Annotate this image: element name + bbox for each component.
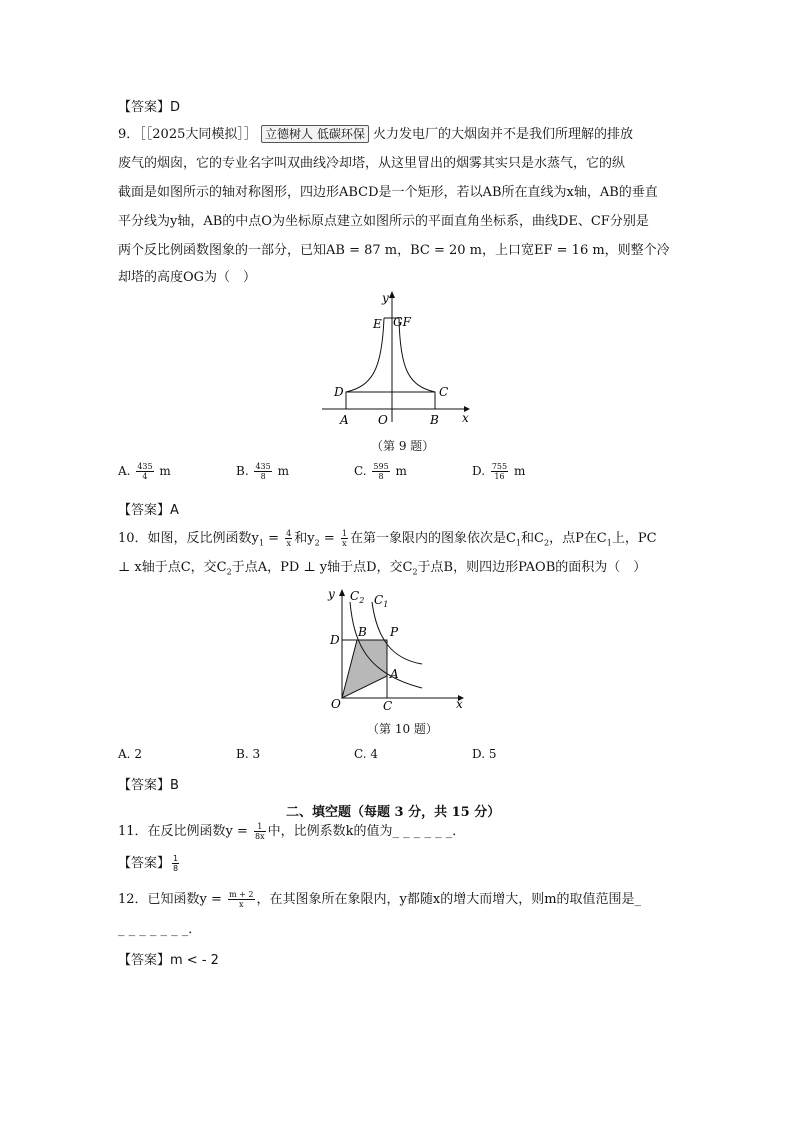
subscript: 1	[515, 538, 522, 548]
fraction-denominator: 16	[494, 472, 505, 481]
fraction-denominator: 8	[173, 864, 179, 873]
curve-c1-label	[374, 593, 388, 609]
fraction-numerator: 1	[173, 854, 179, 863]
q8-answer	[118, 96, 180, 115]
q9-line-2: 废气的烟囱，它的专业名字叫双曲线冷却塔，从这里冒出的烟雾其实只是水蒸气，它的纵	[118, 156, 626, 171]
q9-prefix: 9．［［2025大同模拟］］	[118, 127, 257, 142]
option-unit: m	[277, 464, 289, 478]
curve-subscript: 1	[383, 600, 389, 609]
point-gf-label: GF	[393, 315, 411, 329]
subscript: 1	[606, 538, 612, 548]
q10-text: 上，PC	[611, 531, 657, 546]
q12-blank-start: _	[634, 892, 642, 907]
answer-value: A	[170, 503, 179, 518]
fraction-numerator: 435	[255, 462, 271, 471]
option-unit: m	[513, 464, 526, 478]
fraction-denominator: x	[286, 539, 291, 548]
q12-blank: _ _ _ _ _ _ _	[118, 922, 189, 937]
fraction-numerator: 1	[341, 529, 347, 538]
q10-answer	[118, 774, 179, 793]
q12-answer	[118, 949, 219, 968]
fraction-numerator: 755	[491, 462, 508, 471]
option-value: 3	[252, 747, 261, 761]
origin-o-label: O	[378, 413, 388, 427]
q10-option-a	[118, 747, 142, 761]
q10-fraction-1	[285, 529, 292, 548]
q10-option-c	[354, 747, 378, 761]
answer-value: B	[170, 778, 179, 793]
option-unit: m	[159, 464, 171, 478]
q11-blank: _ _ _ _ _ _	[392, 824, 453, 839]
y-axis-arrow	[339, 589, 345, 596]
option-letter: D.	[472, 464, 486, 478]
curve-letter: C	[374, 593, 384, 607]
answer-label: 【答案】	[118, 100, 171, 115]
y-axis-arrow	[389, 291, 395, 298]
point-b-label: B	[430, 413, 439, 427]
q10-caption: （第 10 题）	[367, 722, 438, 736]
y-axis-label: y	[328, 587, 335, 601]
q12-fraction	[228, 890, 254, 909]
q12-line-1	[118, 886, 641, 914]
point-c-label: C	[439, 385, 449, 399]
q12-text: ，在其图象所在象限内，y都随x的增大而增大，则m的取值范围是	[256, 892, 635, 907]
x-axis-label: x	[456, 697, 463, 711]
answer-label: 【答案】	[118, 953, 171, 968]
answer-value: m < - 2	[170, 953, 219, 968]
q11-end: ．	[452, 824, 466, 839]
q10-text: 于点A，PD ⊥ y轴于点D，交C	[231, 560, 413, 575]
q9-tag-badge: 立德树人 低碳环保	[261, 125, 369, 143]
option-fraction	[136, 462, 153, 481]
y-axis-label: y	[382, 291, 389, 305]
option-fraction	[254, 462, 271, 481]
q10-text: 10．如图，反比例函数y	[118, 531, 259, 546]
section-2-title: 二、填空题（每题 3 分，共 15 分）	[286, 805, 501, 820]
option-letter: B.	[236, 464, 249, 478]
fraction-denominator: 8	[378, 472, 384, 481]
fraction-numerator: 1	[254, 822, 266, 832]
fraction-numerator: 595	[373, 462, 389, 471]
point-c-label: C	[383, 699, 393, 713]
curve-letter: C	[350, 589, 360, 603]
fraction-numerator: m + 2	[229, 890, 254, 899]
subscript: 1	[258, 538, 264, 548]
q10-text: =	[319, 531, 339, 546]
q10-line-1	[118, 525, 657, 558]
q9-option-a	[118, 462, 171, 481]
option-letter: A.	[118, 747, 131, 761]
curve-subscript: 2	[359, 596, 365, 605]
q9-line-5: 两个反比例函数图象的一部分，已知AB = 87 m，BC = 20 m，上口宽EF = 16 m，则整个冷	[118, 243, 670, 258]
q10-option-b	[236, 747, 260, 761]
q10-text: 在第一象限内的图象依次是C	[349, 531, 516, 546]
point-a-label: A	[340, 413, 349, 427]
q9-option-b	[236, 462, 289, 481]
q11-line	[118, 818, 465, 846]
fraction-numerator: 4	[286, 529, 292, 538]
answer-label: 【答案】	[118, 503, 171, 518]
option-letter: D.	[472, 747, 486, 761]
fraction-denominator: x	[342, 539, 347, 548]
subscript: 2	[226, 567, 232, 577]
fraction-numerator: 435	[137, 462, 153, 471]
option-letter: C.	[354, 464, 367, 478]
option-letter: A.	[118, 464, 131, 478]
option-value: 5	[488, 747, 497, 761]
q10-option-d	[472, 747, 496, 761]
q9-line-3: 截面是如图所示的轴对称图形，四边形ABCD是一个矩形，若以AB所在直线为x轴，AB的垂直	[118, 185, 658, 200]
fraction-denominator: 4	[142, 472, 148, 481]
q10-fraction-2	[341, 529, 348, 548]
fraction-denominator: 8	[260, 472, 266, 481]
option-unit: m	[395, 464, 407, 478]
origin-o-label: O	[331, 697, 341, 711]
q9-answer	[118, 499, 179, 518]
q9-option-d	[472, 462, 525, 481]
subscript: 2	[543, 538, 550, 548]
point-e-label: E	[373, 317, 382, 331]
option-letter: B.	[236, 747, 249, 761]
q11-fraction	[254, 822, 266, 841]
q9-text: 火力发电厂的大烟囱并不是我们所理解的排放	[372, 127, 633, 142]
fraction-denominator: x	[239, 900, 244, 909]
q12-line-2	[118, 916, 201, 944]
curve-cf	[399, 318, 435, 392]
q11-answer	[118, 852, 181, 873]
q10-text: =	[263, 531, 284, 546]
q10-line-2	[118, 554, 646, 587]
answer-label: 【答案】	[118, 856, 171, 871]
answer-label: 【答案】	[118, 778, 171, 793]
fraction-denominator: 8x	[255, 832, 265, 841]
option-value: 2	[134, 747, 142, 761]
subscript: 2	[412, 567, 418, 577]
option-fraction	[491, 462, 508, 481]
option-fraction	[372, 462, 389, 481]
q10-text: 和C	[521, 531, 544, 546]
rectangle-abcd	[346, 392, 435, 409]
point-d-label: D	[334, 385, 344, 399]
q9-line-1	[118, 121, 633, 149]
q10-text: 于点B，则四边形PAOB的面积为（ ）	[417, 560, 647, 575]
q9-cooling-tower-figure	[318, 288, 478, 428]
q9-line-6: 却塔的高度OG为（ ）	[118, 270, 257, 285]
q10-text: ⊥ x轴于点C，交C	[118, 560, 227, 575]
point-d-label: D	[330, 633, 340, 647]
q9-caption: （第 9 题）	[371, 439, 435, 453]
option-letter: C.	[354, 747, 367, 761]
curve-c2-label	[350, 589, 364, 605]
q9-option-c	[354, 462, 407, 481]
q10-text: 和y	[294, 531, 315, 546]
q11-text: 11．在反比例函数y =	[118, 824, 253, 839]
q10-text: ，点P在C	[549, 531, 607, 546]
q9-line-4: 平分线为y轴，AB的中点O为坐标原点建立如图所示的平面直角坐标系，曲线DE、CF分别是	[118, 214, 649, 229]
answer-fraction	[172, 854, 179, 873]
q10-inverse-function-figure	[322, 584, 472, 714]
point-b-label: B	[358, 625, 367, 639]
point-a-label: A	[390, 667, 399, 681]
x-axis-label: x	[462, 411, 469, 425]
subscript: 2	[314, 538, 320, 548]
answer-value: D	[170, 100, 181, 115]
q12-text: 12．已知函数y =	[118, 892, 227, 907]
option-value: 4	[370, 747, 379, 761]
point-p-label: P	[390, 625, 399, 639]
q12-end: ．	[188, 922, 202, 937]
q11-text: 中，比例系数k的值为	[267, 824, 393, 839]
